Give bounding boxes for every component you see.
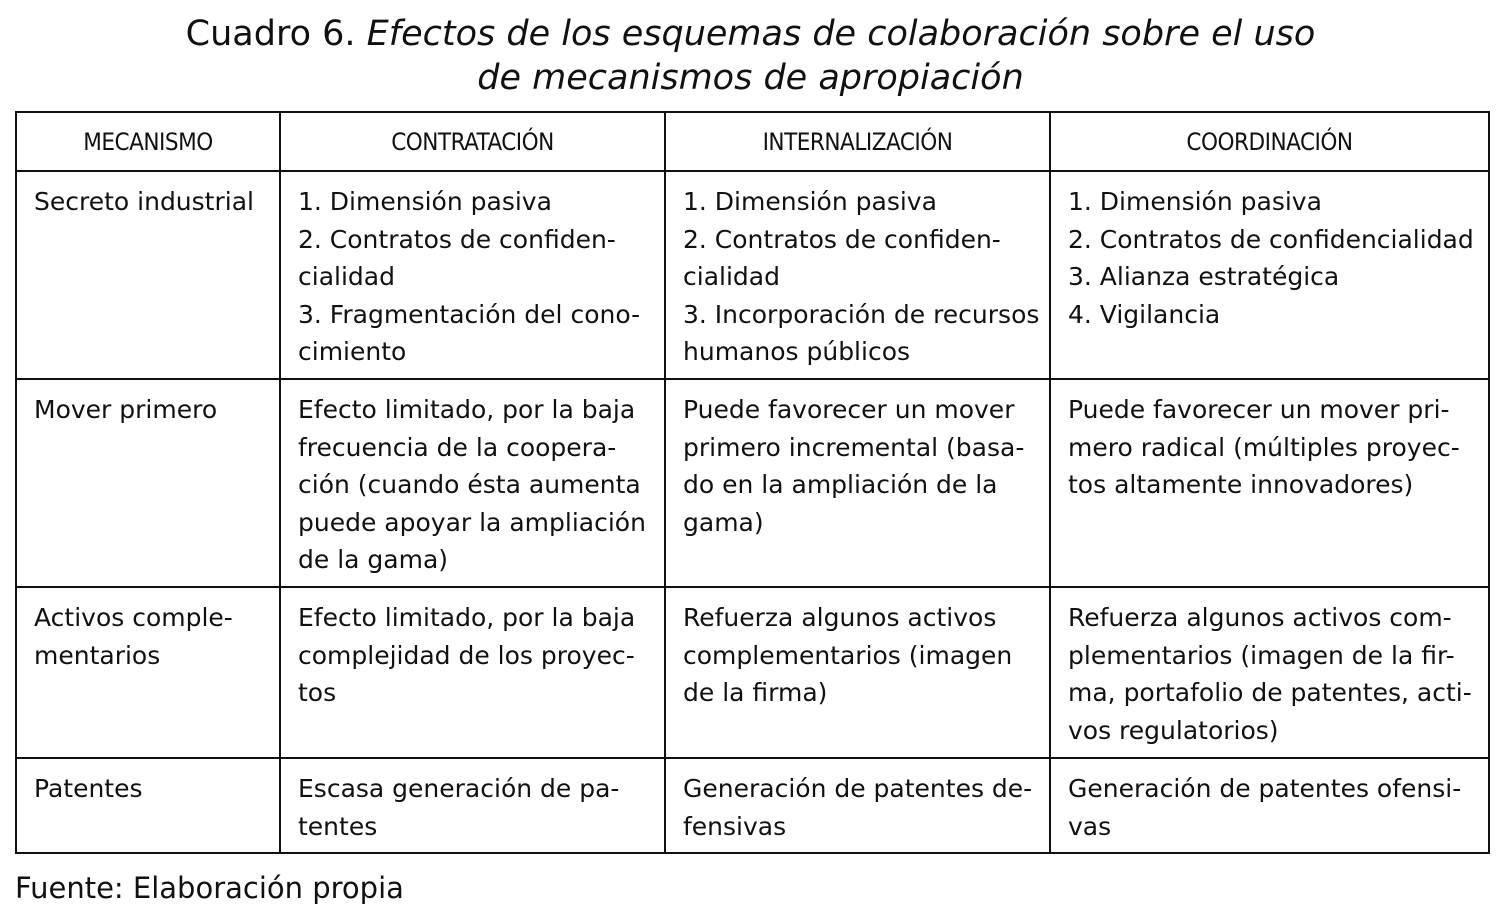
cell-line: 4. Vigilancia	[1068, 299, 1221, 329]
cell-line: puede apoyar la ampliación	[298, 507, 646, 537]
coordinacion-cell	[1050, 587, 1489, 758]
caption-label: Cuadro 6.	[185, 14, 356, 54]
cell-line: complementarios (imagen	[683, 640, 1013, 670]
cell-line: Puede favorecer un mover	[683, 395, 1015, 424]
cell-line: 3. Incorporación de recursos	[683, 299, 1040, 329]
cell-line: tos altamente innovadores)	[1068, 470, 1414, 499]
table-row	[16, 171, 1489, 379]
cell-line: Generación de patentes ofensi-	[1068, 774, 1462, 803]
coordinacion-cell	[1050, 171, 1489, 379]
coordinacion-cell	[1050, 379, 1489, 587]
cell-line: 3. Alianza estratégica	[1068, 262, 1340, 291]
cell-line: fensivas	[683, 811, 787, 841]
table-row	[16, 587, 1489, 758]
cell-line: tos	[298, 678, 337, 707]
table-row	[16, 758, 1489, 853]
cell-line: ción (cuando ésta aumenta	[298, 470, 641, 499]
cell-line: Efecto limitado, por la baja	[298, 395, 636, 424]
cell-line: Patentes	[34, 774, 143, 803]
cell-line: Generación de patentes de-	[683, 774, 1033, 803]
cell-line: complejidad de los proyec-	[298, 640, 635, 670]
internalizacion-cell	[665, 758, 1050, 853]
cell-line: 1. Dimensión pasiva	[1068, 187, 1322, 216]
cell-line: tentes	[298, 811, 378, 841]
header-row	[16, 112, 1489, 171]
cell-line: mentarios	[34, 640, 161, 670]
cell-line: Activos comple-	[34, 603, 233, 632]
cell-line: cimiento	[298, 337, 407, 366]
table-row	[16, 379, 1489, 587]
cell-line: plementarios (imagen de la fir-	[1068, 640, 1455, 670]
mechanism-cell	[16, 587, 280, 758]
cell-line: Mover primero	[34, 395, 218, 424]
cell-line: 1. Dimensión pasiva	[298, 187, 552, 216]
cell-line: 1. Dimensión pasiva	[683, 187, 937, 216]
cell-line: Puede favorecer un mover pri-	[1068, 395, 1450, 424]
source-note: Fuente: Elaboración propia	[15, 871, 404, 905]
caption-line-1	[0, 12, 1501, 56]
header-mecanismo: MECANISMO	[16, 112, 280, 171]
contratacion-cell	[280, 171, 665, 379]
cell-line: ma, portafolio de patentes, acti-	[1068, 678, 1472, 707]
cell-line: Refuerza algunos activos com-	[1068, 603, 1452, 632]
cell-line: Refuerza algunos activos	[683, 603, 997, 632]
cell-line: do en la ampliación de la	[683, 470, 998, 499]
cell-line: gama)	[683, 507, 764, 537]
mechanisms-table	[15, 111, 1490, 854]
caption-title-part-1: Efectos de los esquemas de colaboración sobre el uso	[366, 14, 1316, 54]
mechanism-cell	[16, 379, 280, 587]
cell-line: cialidad	[298, 262, 395, 291]
internalizacion-cell	[665, 587, 1050, 758]
cell-line: vos regulatorios)	[1068, 715, 1279, 745]
contratacion-cell	[280, 379, 665, 587]
internalizacion-cell	[665, 379, 1050, 587]
header-coordinacion: COORDINACIÓN	[1050, 112, 1489, 171]
mechanism-cell	[16, 758, 280, 853]
mechanism-cell	[16, 171, 280, 379]
table-caption	[0, 12, 1501, 100]
cell-line: humanos públicos	[683, 337, 911, 366]
cell-line: vas	[1068, 811, 1112, 841]
caption-title-part-2: de mecanismos de apropiación	[477, 58, 1024, 98]
header-internalizacion: INTERNALIZACIÓN	[665, 112, 1050, 171]
coordinacion-cell	[1050, 758, 1489, 853]
cell-line: de la gama)	[298, 545, 449, 574]
cell-line: Secreto industrial	[34, 187, 254, 216]
cell-line: Escasa generación de pa-	[298, 774, 620, 803]
internalizacion-cell	[665, 171, 1050, 379]
cell-line: 2. Contratos de confidencialidad	[1068, 224, 1474, 254]
cell-line: de la firma)	[683, 678, 828, 707]
cell-line: Efecto limitado, por la baja	[298, 603, 636, 632]
contratacion-cell	[280, 758, 665, 853]
header-contratacion: CONTRATACIÓN	[280, 112, 665, 171]
cell-line: 2. Contratos de confiden-	[298, 224, 616, 254]
cell-line: primero incremental (basa-	[683, 432, 1025, 462]
contratacion-cell	[280, 587, 665, 758]
cell-line: 2. Contratos de confiden-	[683, 224, 1001, 254]
cell-line: mero radical (múltiples proyec-	[1068, 432, 1460, 462]
cell-line: cialidad	[683, 262, 780, 291]
cell-line: frecuencia de la coopera-	[298, 432, 617, 462]
cell-line: 3. Fragmentación del cono-	[298, 299, 641, 329]
